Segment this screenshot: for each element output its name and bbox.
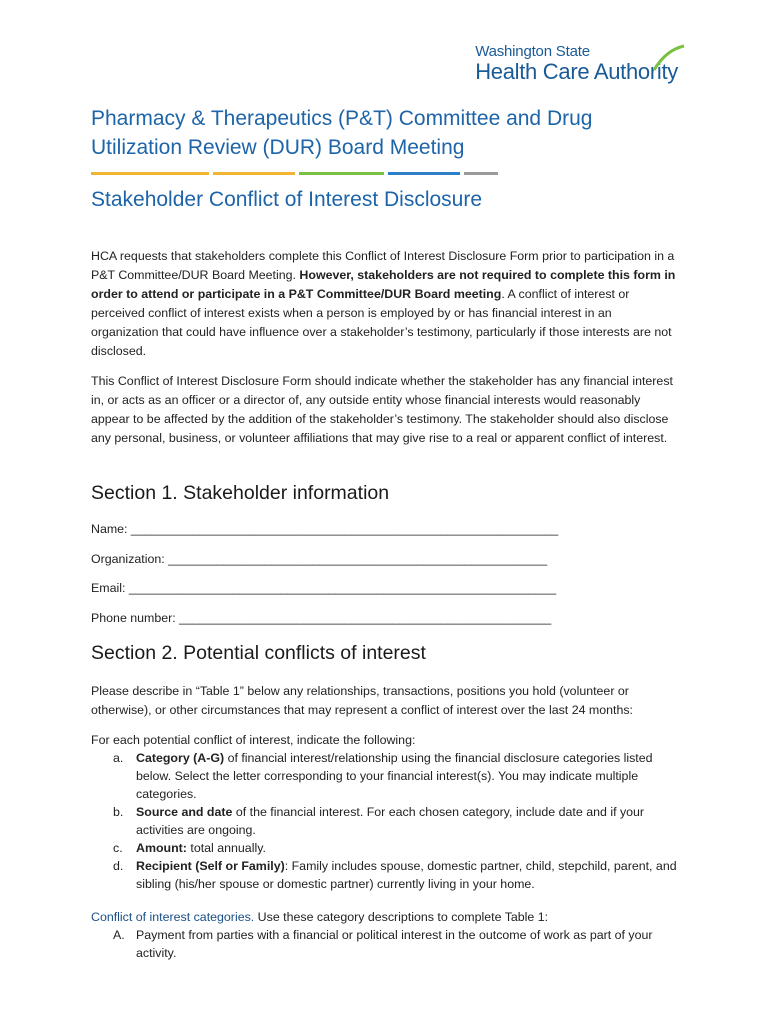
list-marker: d. [113,859,124,873]
rule-gray [464,172,498,175]
categories-label: Conflict of interest categories. [91,910,255,924]
title-line-2: Utilization Review (DUR) Board Meeting [91,136,465,159]
list-item-text: of the financial interest. For each chosen category, include date and if your activities are ongoing. [136,805,645,837]
page-subtitle: Stakeholder Conflict of Interest Disclosure [91,188,483,211]
intro-paragraph-1 [91,247,681,361]
list-marker: c. [113,841,123,855]
indicators-list [91,731,691,893]
list-item-text: of financial interest/relationship using the financial disclosure categories listed below. Select the letter corresponding to your financial interest(s). You may indicate multiple categories. [136,751,653,801]
intro-paragraph-2: This Conflict of Interest Disclosure Form should indicate whether the stakeholder has any financial interest in, or acts as an officer or a director of, any outside entity whose financial interests would reasonably appear to be affected by the addition of the stakeholder’s testimony. The stakeholder should also disclose any personal, business, or volunteer affiliations that may give rise to a real or apparent conflict of interest. [91,374,673,445]
logo-line-2: Health Care Authority [475,59,678,84]
list-item [91,857,691,893]
list-item-text: : Family includes spouse, domestic partner, child, stepchild, parent, and sibling (his/her spouse or domestic partner) currently living in your home. [136,859,677,891]
list-item [91,749,691,803]
list-item-text: Payment from parties with a financial or political interest in the outcome of work as part of your activity. [136,928,653,960]
email-field[interactable]: Email: ______________________________________________________________ [91,581,557,595]
phone-number-field[interactable]: Phone number: ______________________________________________________ [91,611,552,625]
title-line-1: Pharmacy & Therapeutics (P&T) Committee and Drug [91,107,593,130]
list-item [91,926,691,962]
rule-yellow-2 [213,172,295,175]
page-title [91,104,651,162]
list-item-bold: Source and date [136,805,233,819]
intro-p1-text-a: HCA requests that stakeholders complete this Conflict of Interest Disclosure Form prior to participation in a P&T Committee/DUR Board Meeting. [91,249,675,282]
list-item-bold: Recipient (Self or Family) [136,859,285,873]
list-intro: For each potential conflict of interest, indicate the following: [91,733,416,747]
list-item [91,803,691,839]
section-2-paragraph: Please describe in “Table 1” below any relationships, transactions, positions you hold (volunteer or otherwise), or other circumstances that may represent a conflict of interest over the last 24 months: [91,684,633,717]
rule-green [299,172,384,175]
intro-p1-text-b: . A conflict of interest or perceived conflict of interest exists when a person is employed by or has financial interest in an organization that could have influence over a stakeholder’s testimony, particularly if those interests are not disclosed. [91,287,672,358]
rule-blue [388,172,460,175]
list-item-bold: Category (A-G) [136,751,225,765]
categories-text: Use these category descriptions to complete Table 1: [254,910,549,924]
categories-intro [91,908,691,926]
categories-list [91,908,691,962]
organization-field[interactable]: Organization: _______________________________________________________ [91,552,548,566]
logo-line-1: Washington State [475,43,590,60]
list-marker: b. [113,805,124,819]
intro-p1-bold: However, stakeholders are not required to complete this form in order to attend or participate in a P&T Committee/DUR Board meeting [91,268,676,301]
list-marker: a. [113,751,124,765]
hca-logo [475,44,678,84]
rule-yellow [91,172,209,175]
name-field[interactable]: Name: ______________________________________________________________ [91,522,559,536]
list-marker: A. [113,928,125,942]
logo-swoosh-icon [652,44,686,74]
list-item-text: total annually. [186,841,266,855]
list-item-bold: Amount: [136,841,187,855]
list-item [91,839,691,857]
section-1-heading: Section 1. Stakeholder information [91,482,390,504]
section-2-heading: Section 2. Potential conflicts of interest [91,642,426,664]
